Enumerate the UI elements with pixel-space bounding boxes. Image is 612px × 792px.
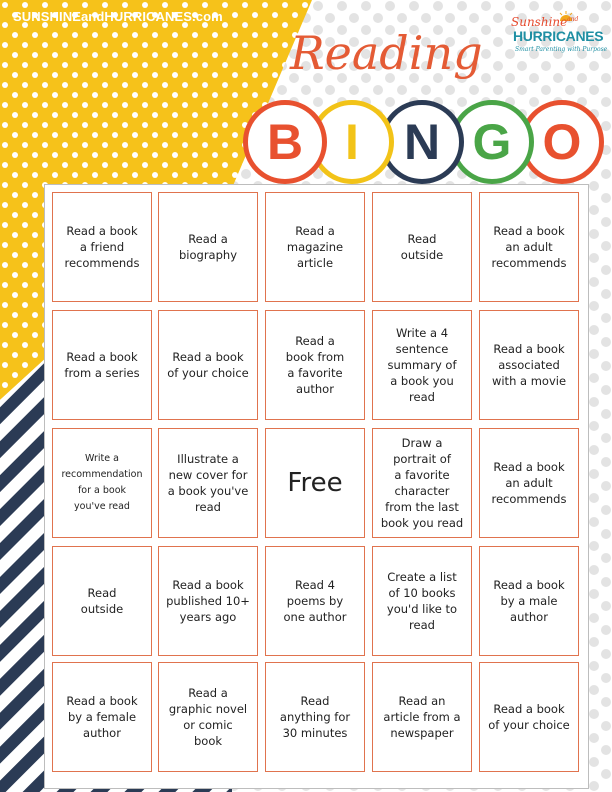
bingo-letters [240,100,612,192]
bingo-cell [265,546,365,656]
bingo-letter-o: O [520,100,604,184]
bingo-cell-text: Read a book by a female author [66,694,138,740]
bingo-cell-text: Read anything for 30 minutes [279,694,351,740]
bingo-cell [265,310,365,420]
bingo-letter-i: I [310,100,394,184]
bingo-cell [52,192,152,302]
bingo-cell-text: Write a recommendation for a book you've read [61,453,143,512]
bingo-cell-text: Read outside [80,586,124,616]
bingo-cell-text: Read a magazine article [286,224,344,270]
bingo-cell-text: Read a book from a series [64,350,140,380]
bingo-cell [479,310,579,420]
bingo-cell [158,546,258,656]
bingo-card [44,184,589,789]
bingo-cell [52,310,152,420]
bingo-cell [52,662,152,772]
bingo-cell [158,662,258,772]
bingo-cell-text: Read outside [400,232,444,262]
bingo-cell [479,192,579,302]
bingo-cell [479,546,579,656]
bingo-cell [52,428,152,538]
bingo-cell-text: Read a book an adult recommends [491,460,567,506]
bingo-cell [372,428,472,538]
bingo-cell-text: Read a graphic novel or comic book [168,686,248,748]
bingo-cell-text: Create a list of 10 books you'd like to read [386,570,458,632]
logo-tagline: Smart Parenting with Purpose [515,46,608,53]
bingo-cell-text: Read a book by a male author [493,578,565,624]
bingo-cell [372,662,472,772]
bingo-letter-g: G [450,100,534,184]
bingo-cell-text: Write a 4 sentence summary of a book you read [387,326,457,404]
bingo-letter-b: B [243,100,327,184]
bingo-cell [265,192,365,302]
bingo-cell-text: Read a book a friend recommends [64,224,140,270]
bingo-cell [372,546,472,656]
bingo-cell [158,428,258,538]
bingo-cell-text: Free [287,468,343,498]
bingo-cell-text: Read a book an adult recommends [491,224,567,270]
bingo-cell-text: Read a biography [179,232,237,262]
bingo-cell [158,192,258,302]
bingo-cell [52,546,152,656]
bingo-cell-text: Read a book from a favorite author [285,334,345,396]
bingo-cell [158,310,258,420]
bingo-cell-text: Read 4 poems by one author [283,578,347,624]
page-title: Reading [290,26,483,80]
bingo-cell [265,662,365,772]
bingo-cell [372,310,472,420]
bingo-cell-text: Read a book of your choice [488,702,570,732]
bingo-cell-text: Draw a portrait of a favorite character from the last book you read [380,436,464,530]
bingo-cell [479,428,579,538]
bingo-cell [479,662,579,772]
bingo-cell-text: Illustrate a new cover for a book you've read [167,452,249,514]
bingo-cell-text: Read a book associated with a movie [491,342,567,388]
logo-and: and [567,16,579,23]
bingo-letter-n: N [380,100,464,184]
logo-line1: Sunshine [511,15,568,29]
bingo-cell-text: Read a book of your choice [167,350,249,380]
bingo-cell-text: Read a book published 10+ years ago [166,578,250,624]
brand-logo [511,15,611,59]
bingo-cell-text: Read an article from a newspaper [383,694,461,740]
bingo-cell [372,192,472,302]
logo-line2: HURRICANES [513,28,604,44]
free-space-cell [265,428,365,538]
site-url: SUNSHINEandHURRICANES.com [13,9,223,24]
